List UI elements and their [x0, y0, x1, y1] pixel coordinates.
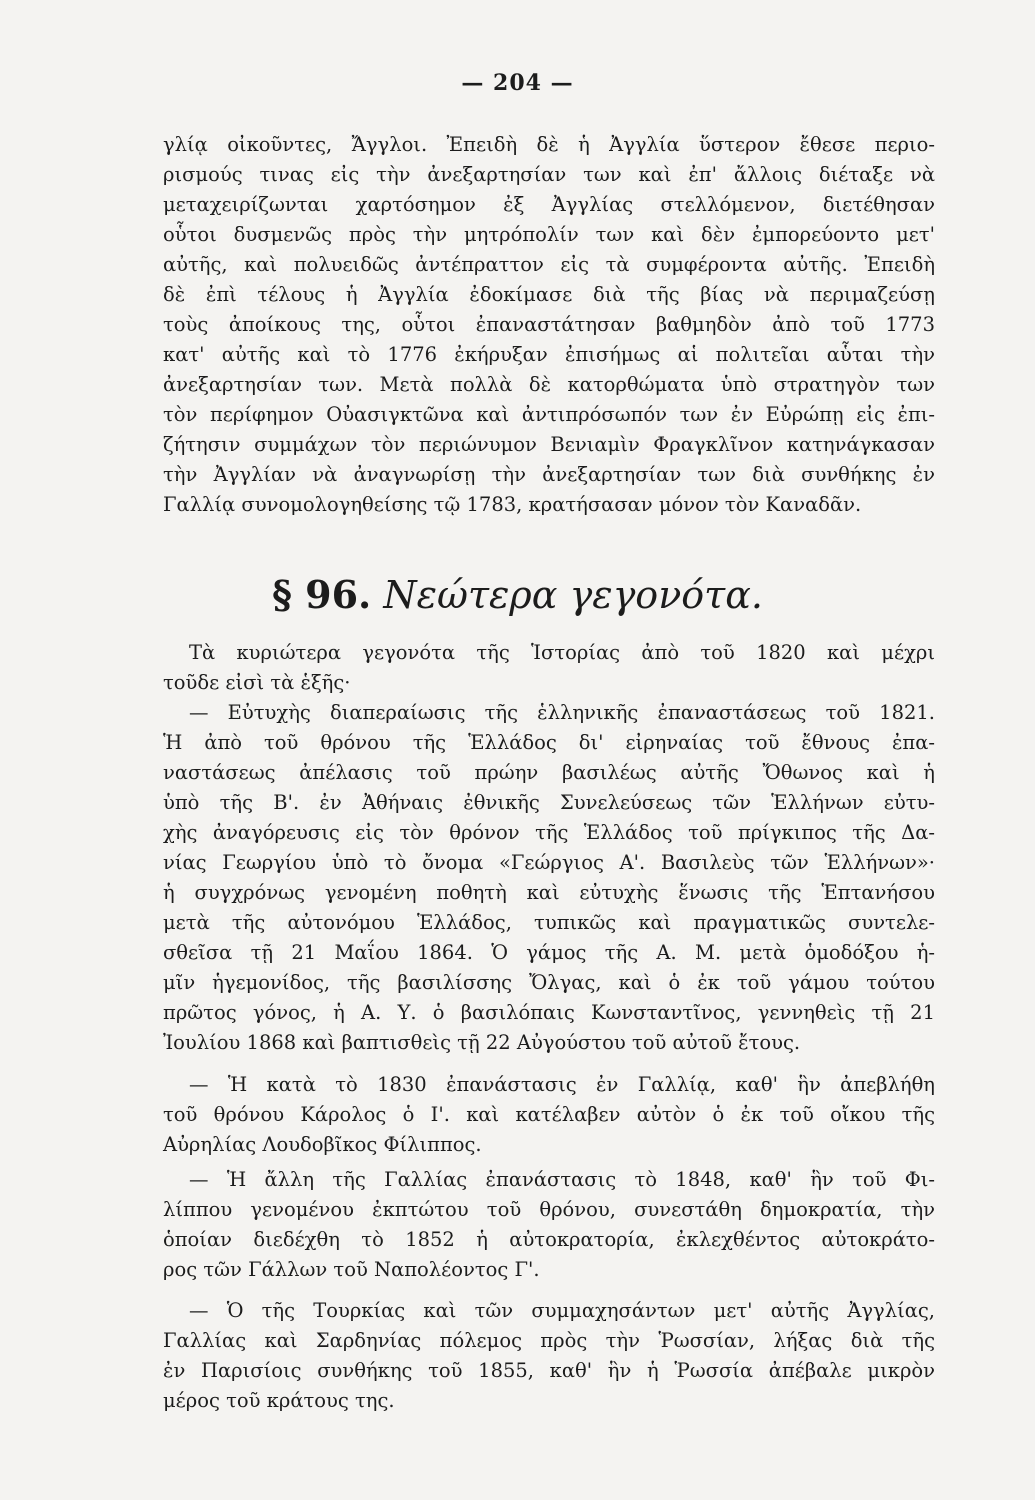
text-line: — Εὐτυχὴς διαπεραίωσις τῆς ἑλληνικῆς ἐπαναστάσεως τοῦ 1821.: [189, 701, 935, 724]
text-line: σθεῖσα τῇ 21 Μαΐου 1864. Ὁ γάμος τῆς Α. Μ. μετὰ ὁμοδόξου ἡ-: [163, 941, 935, 964]
text-line: κατ' αὐτῆς καὶ τὸ 1776 ἐκήρυξαν ἐπισήμως αἱ πολιτεῖαι αὗται τὴν: [163, 343, 935, 366]
text-line: χὴς ἀναγόρευσις εἰς τὸν θρόνον τῆς Ἑλλάδος τοῦ πρίγκιπος τῆς Δα-: [163, 821, 935, 844]
text-line: — Ἡ κατὰ τὸ 1830 ἐπανάστασις ἐν Γαλλίᾳ, καθ' ἣν ἀπεβλήθη: [189, 1073, 935, 1096]
text-line: τὸν περίφημον Οὐασιγκτῶνα καὶ ἀντιπρόσωπόν των ἐν Εὐρώπῃ εἰς ἐπι-: [163, 403, 935, 426]
text-line: Ἰουλίου 1868 καὶ βαπτισθεὶς τῇ 22 Αὐγούστου τοῦ αὐτοῦ ἔτους.: [163, 1031, 801, 1054]
text-line: δὲ ἐπὶ τέλους ἡ Ἀγγλία ἐδοκίμασε διὰ τῆς βίας νὰ περιμαζεύσῃ: [163, 283, 935, 306]
text-line: λίππου γενομένου ἐκπτώτου τοῦ θρόνου, συνεστάθη δημοκρατία, τὴν: [163, 1198, 935, 1221]
text-line: μῖν ἡγεμονίδος, τῆς βασιλίσσης Ὄλγας, καὶ ὁ ἐκ τοῦ γάμου τούτου: [163, 971, 935, 994]
text-line: ναστάσεως ἀπέλασις τοῦ πρώην βασιλέως αὐτῆς Ὄθωνος καὶ ἡ: [163, 761, 935, 784]
text-line: ἡ συγχρόνως γενομένη ποθητὴ καὶ εὐτυχὴς ἕνωσις τῆς Ἑπτανήσου: [163, 881, 935, 904]
text-line: αὐτῆς, καὶ πολυειδῶς ἀντέπραττον εἰς τὰ συμφέροντα αὐτῆς. Ἐπειδὴ: [163, 253, 935, 276]
text-line: ἀνεξαρτησίαν των. Μετὰ πολλὰ δὲ κατορθώματα ὑπὸ στρατηγὸν των: [163, 373, 935, 396]
section-title: Νεώτερα γεγονότα.: [383, 573, 763, 617]
text-line: μέρος τοῦ κράτους της.: [163, 1389, 395, 1412]
text-line: τοῦ θρόνου Κάρολος ὁ Ι'. καὶ κατέλαβεν αὐτὸν ὁ ἐκ τοῦ οἴκου τῆς: [163, 1103, 935, 1126]
text-line: τοῦδε εἰσὶ τὰ ἑξῆς·: [163, 671, 351, 694]
text-line: πρῶτος γόνος, ἡ Α. Υ. ὁ βασιλόπαις Κωνσταντῖνος, γεννηθεὶς τῇ 21: [163, 1001, 935, 1024]
text-line: ζήτησιν συμμάχων τὸν περιώνυμον Βενιαμὶν Φραγκλῖνον κατηνάγκασαν: [163, 433, 935, 456]
text-line: τὴν Ἀγγλίαν νὰ ἀναγνωρίσῃ τὴν ἀνεξαρτησίαν των διὰ συνθήκης ἐν: [163, 463, 935, 486]
crimean-war-paragraph: [163, 1296, 935, 1416]
text-line: νίας Γεωργίου ὑπὸ τὸ ὄνομα «Γεώργιος Α'. Βασιλεὺς τῶν Ἑλλήνων»·: [163, 851, 935, 874]
text-line: — Ὁ τῆς Τουρκίας καὶ τῶν συμμαχησάντων μετ' αὐτῆς Ἀγγλίας,: [189, 1299, 935, 1322]
section-number: § 96.: [272, 572, 372, 617]
text-line: μεταχειρίζωνται χαρτόσημον ἐξ Ἀγγλίας στελλόμενον, διετέθησαν: [163, 193, 935, 216]
text-line: Ἡ ἀπὸ τοῦ θρόνου τῆς Ἑλλάδος δι' εἰρηναίας τοῦ ἔθνους ἐπα-: [163, 731, 935, 754]
text-line: ρισμούς τινας εἰς τὴν ἀνεξαρτησίαν των καὶ ἐπ' ἄλλοις διέταξε νὰ: [163, 163, 935, 186]
text-line: μετὰ τῆς αὐτονόμου Ἑλλάδος, τυπικῶς καὶ πραγματικῶς συντελε-: [163, 911, 935, 934]
text-line: Γαλλίας καὶ Σαρδηνίας πόλεμος πρὸς τὴν Ῥωσσίαν, λήξας διὰ τῆς: [163, 1329, 935, 1352]
revolution-1848-paragraph: [163, 1165, 935, 1285]
intro-paragraph: [163, 130, 935, 520]
text-line: Γαλλίᾳ συνομολογηθείσης τῷ 1783, κρατήσασαν μόνον τὸν Καναδᾶν.: [163, 493, 862, 516]
text-line: Τὰ κυριώτερα γεγονότα τῆς Ἱστορίας ἀπὸ τοῦ 1820 καὶ μέχρι: [189, 641, 935, 664]
text-line: ὁποίαν διεδέχθη τὸ 1852 ἡ αὐτοκρατορία, ἐκλεχθέντος αὐτοκράτο-: [163, 1228, 935, 1251]
page-number: — 204 —: [461, 70, 574, 96]
main-paragraph: [163, 638, 935, 1058]
section-heading: [0, 570, 1035, 620]
text-line: γλίᾳ οἰκοῦντες, Ἄγγλοι. Ἐπειδὴ δὲ ἡ Ἀγγλία ὕστερον ἔθεσε περιο-: [163, 133, 935, 156]
text-line: τοὺς ἀποίκους της, οὗτοι ἐπαναστάτησαν βαθμηδὸν ἀπὸ τοῦ 1773: [163, 313, 935, 336]
text-line: ὑπὸ τῆς Β'. ἐν Ἀθήναις ἐθνικῆς Συνελεύσεως τῶν Ἑλλήνων εὐτυ-: [163, 791, 935, 814]
text-line: Αὐρηλίας Λουδοβῖκος Φίλιππος.: [163, 1133, 482, 1156]
text-line: ἐν Παρισίοις συνθήκης τοῦ 1855, καθ' ἣν ἡ Ῥωσσία ἀπέβαλε μικρὸν: [163, 1359, 935, 1382]
revolution-1830-paragraph: [163, 1070, 935, 1160]
text-line: — Ἡ ἄλλη τῆς Γαλλίας ἐπανάστασις τὸ 1848, καθ' ἣν τοῦ Φι-: [189, 1168, 935, 1191]
text-line: οὗτοι δυσμενῶς πρὸς τὴν μητρόπολίν των καὶ δὲν ἐμπορεύοντο μετ': [163, 223, 935, 246]
text-line: ρος τῶν Γάλλων τοῦ Ναπολέοντος Γ'.: [163, 1258, 540, 1281]
